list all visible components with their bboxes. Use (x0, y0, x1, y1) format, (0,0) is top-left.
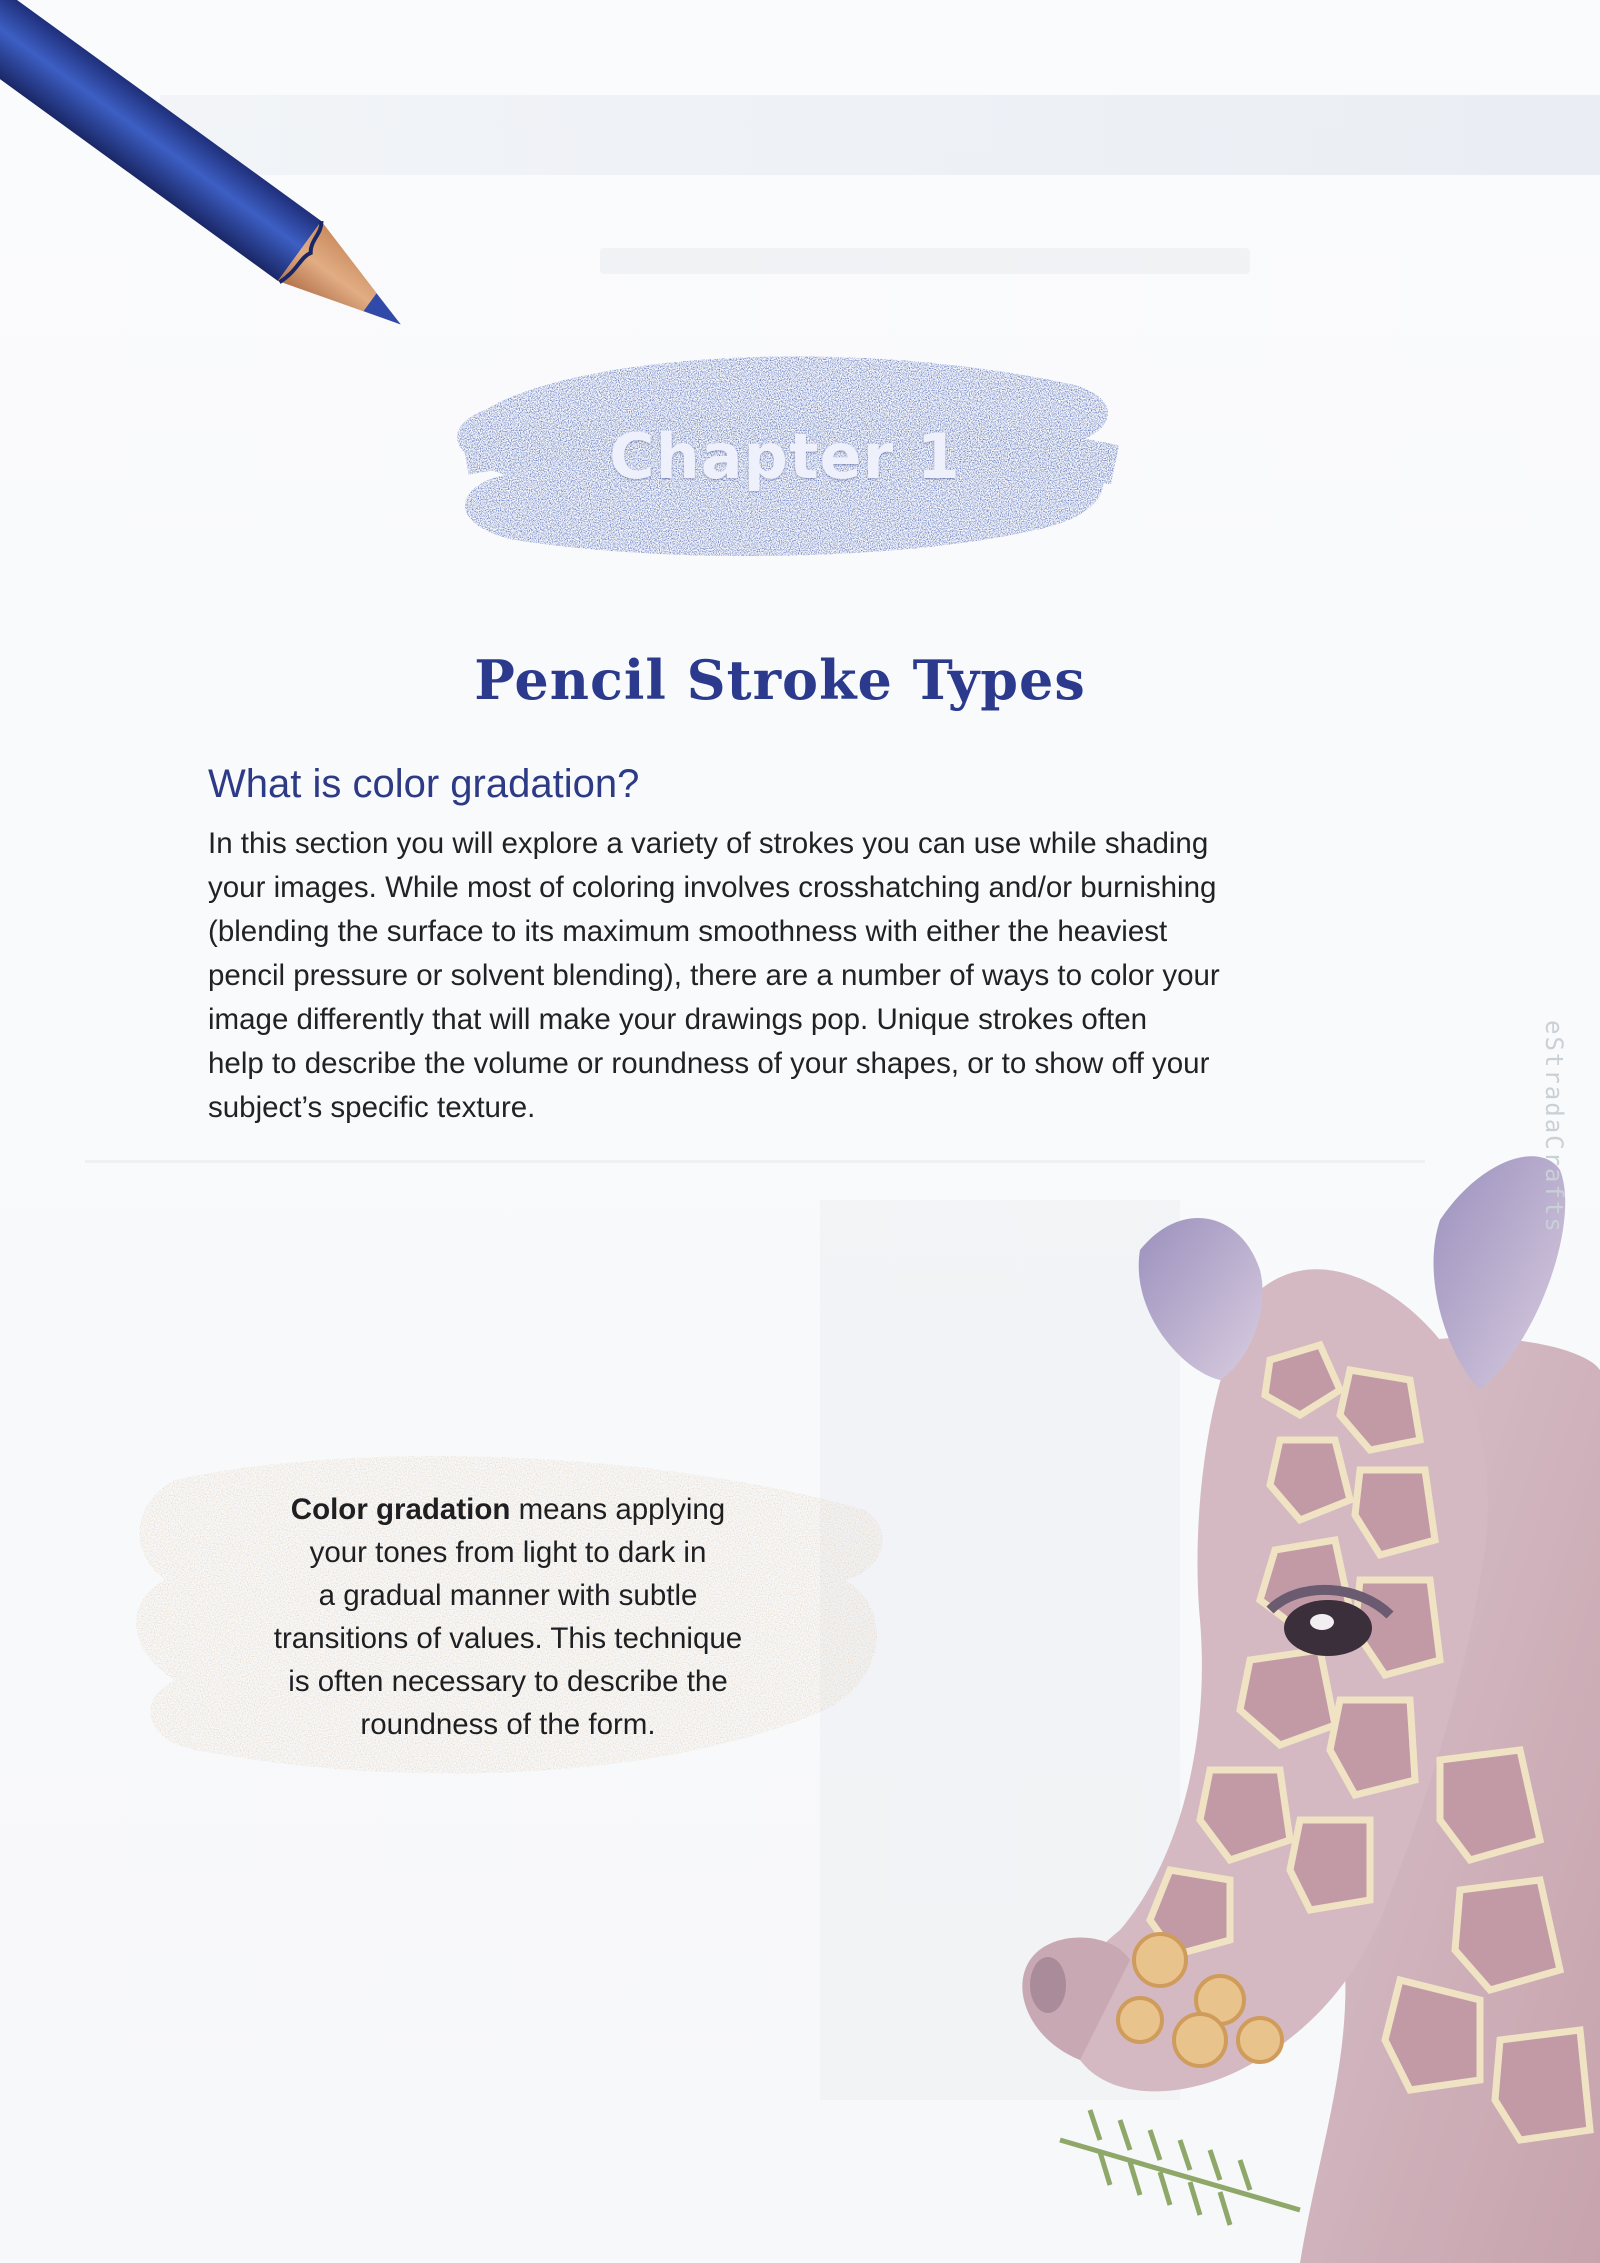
giraffe-drawing (880, 1140, 1600, 2263)
watermark: eStradaCrafts (1540, 1020, 1568, 1234)
body-line: image differently that will make your drawings pop. Unique strokes often (208, 1003, 1148, 1036)
body-line: (blending the surface to its maximum smoothness with either the heaviest (208, 915, 1168, 948)
callout-line (228, 1488, 788, 1531)
callout-line: is often necessary to describe the (288, 1665, 728, 1698)
callout-term: Color gradation (290, 1493, 511, 1526)
body-paragraph (208, 822, 1348, 1130)
page-title: Pencil Stroke Types (474, 648, 1086, 712)
show-through-text (600, 248, 1250, 274)
callout-line: roundness of the form. (360, 1708, 656, 1741)
callout-line: transitions of values. This technique (273, 1622, 743, 1655)
callout-line: your tones from light to dark in (309, 1536, 707, 1569)
body-line: your images. While most of coloring involves crosshatching and/or burnishing (208, 871, 1217, 904)
body-line: subject’s specific texture. (208, 1091, 536, 1124)
chapter-label: Chapter 1 (609, 420, 961, 493)
section-heading: What is color gradation? (208, 762, 640, 806)
body-line: In this section you will explore a variety of strokes you can use while shading (208, 827, 1209, 860)
body-line: pencil pressure or solvent blending), there are a number of ways to color your (208, 959, 1220, 992)
callout-line: a gradual manner with subtle (318, 1579, 698, 1612)
callout-line-rest: means applying (510, 1493, 726, 1526)
callout-definition (228, 1488, 788, 1746)
body-line: help to describe the volume or roundness of your shapes, or to show off your (208, 1047, 1210, 1080)
